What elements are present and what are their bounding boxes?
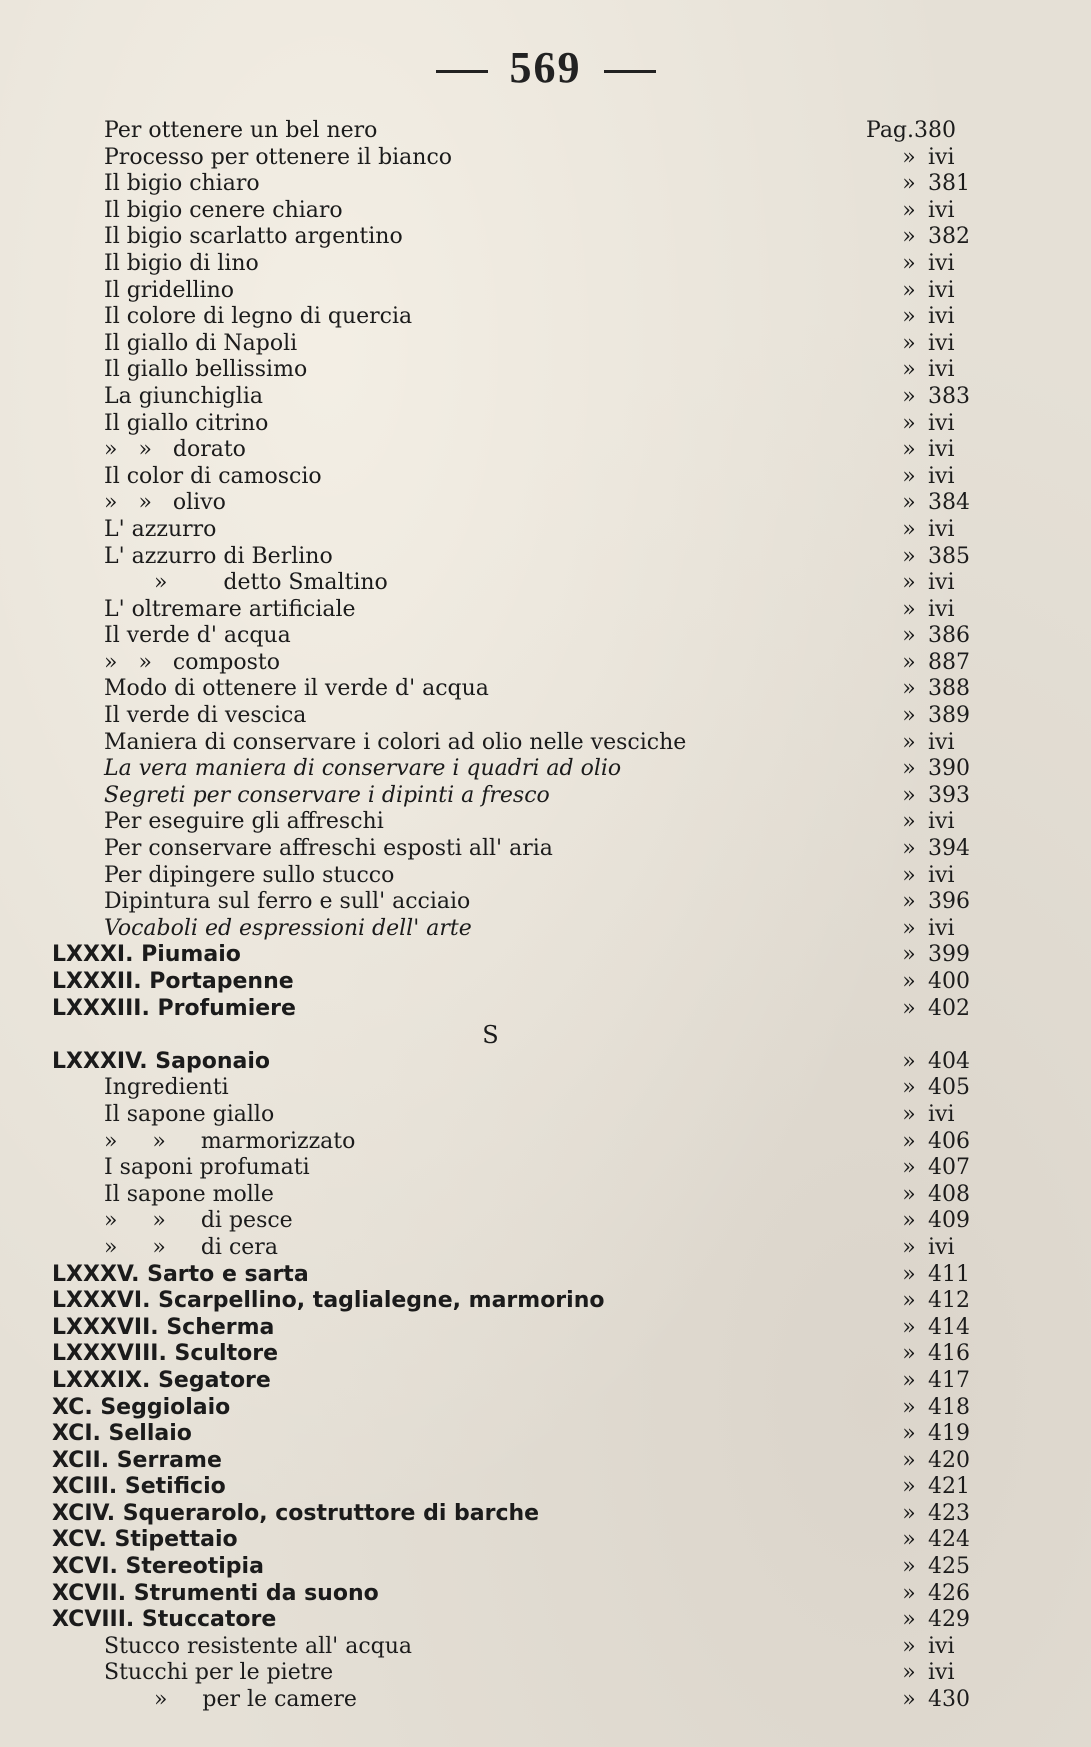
entry-title: Processo per ottenere il bianco: [104, 144, 453, 170]
ditto-mark: »: [902, 1234, 916, 1260]
entry-title: Per conservare affreschi esposti all' aria: [104, 836, 553, 862]
toc-entry: [0, 304, 1091, 331]
toc-chapter-entry: [0, 942, 1091, 969]
toc-chapter-entry: [0, 1474, 1091, 1501]
entry-page: ivi: [928, 250, 955, 276]
toc-entry: [0, 1660, 1091, 1687]
toc-entry: [0, 517, 1091, 544]
toc-entry: [0, 171, 1091, 198]
ditto-mark: »: [902, 543, 916, 569]
ditto-mark: »: [902, 1580, 916, 1606]
entry-page: 381: [928, 171, 970, 197]
toc-entry: [0, 889, 1091, 916]
entry-title: LXXXII. Portapenne: [52, 969, 294, 994]
ditto-mark: »: [902, 1208, 916, 1234]
entry-title: Dipintura sul ferro e sull' acciaio: [104, 889, 471, 915]
entry-title: S: [482, 1021, 499, 1050]
toc-entry: [0, 863, 1091, 890]
ditto-mark: »: [902, 809, 916, 835]
entry-page: ivi: [928, 410, 955, 436]
ditto-mark: »: [902, 1288, 916, 1314]
entry-title: LXXXIV. Saponaio: [52, 1048, 271, 1074]
entry-page: 411: [928, 1261, 970, 1287]
entry-title: LXXXVI. Scarpellino, taglialegne, marmorino: [52, 1288, 605, 1314]
entry-page: 394: [928, 836, 970, 862]
entry-page: 390: [928, 756, 970, 782]
entry-page: ivi: [928, 197, 955, 223]
ditto-mark: »: [902, 676, 916, 702]
toc-entry: [0, 278, 1091, 305]
ditto-mark: »: [902, 516, 916, 542]
entry-title: » per le camere: [154, 1687, 357, 1713]
entry-title: » » olivo: [104, 490, 226, 516]
entry-page: 419: [928, 1421, 970, 1447]
entry-page: 418: [928, 1394, 970, 1420]
ditto-mark: »: [902, 623, 916, 649]
toc-entry: [0, 1075, 1091, 1102]
ditto-mark: »: [902, 1128, 916, 1154]
entry-title: Il giallo di Napoli: [104, 330, 298, 356]
entry-page: 405: [928, 1075, 970, 1101]
toc-entry: [0, 145, 1091, 172]
entry-title: Per ottenere un bel nero: [104, 118, 378, 143]
entry-title: » detto Smaltino: [154, 570, 388, 596]
ditto-mark: »: [902, 596, 916, 622]
ditto-mark: »: [902, 1075, 916, 1101]
ditto-mark: »: [902, 969, 916, 994]
entry-title: I saponi profumati: [104, 1155, 310, 1181]
toc-entry: [0, 1208, 1091, 1235]
entry-page: 382: [928, 224, 970, 250]
entry-page: 388: [928, 676, 970, 702]
entry-title: L' azzurro: [104, 516, 217, 542]
toc-chapter-entry: [0, 1554, 1091, 1581]
page-number: 569: [509, 43, 582, 92]
ditto-mark: »: [902, 1660, 916, 1686]
entry-page: 423: [928, 1500, 970, 1526]
toc-entry: [0, 650, 1091, 677]
entry-page: 416: [928, 1341, 970, 1367]
toc-entry: [0, 251, 1091, 278]
ditto-mark: »: [902, 862, 916, 888]
ditto-mark: »: [902, 649, 916, 675]
ditto-mark: »: [902, 1101, 916, 1127]
ditto-mark: »: [902, 729, 916, 755]
ditto-mark: »: [902, 490, 916, 516]
toc-entry: [0, 411, 1091, 438]
entry-page: 421: [928, 1474, 970, 1500]
ditto-mark: »: [902, 889, 916, 915]
ditto-mark: »: [902, 224, 916, 250]
entry-title: LXXXIII. Profumiere: [52, 995, 296, 1021]
entry-title: » » marmorizzato: [104, 1128, 356, 1154]
entry-title: Stucchi per le pietre: [104, 1660, 334, 1686]
entry-title: L' azzurro di Berlino: [104, 543, 333, 569]
ditto-mark: »: [902, 756, 916, 782]
ditto-mark: »: [902, 1447, 916, 1473]
entry-page: 389: [928, 703, 970, 729]
entry-title: LXXXI. Piumaio: [52, 942, 241, 968]
entry-page: ivi: [928, 809, 955, 835]
entry-page: 384: [928, 490, 970, 516]
entry-title: Il verde d' acqua: [104, 623, 291, 649]
entry-title: Il bigio chiaro: [104, 171, 260, 197]
ditto-mark: »: [902, 703, 916, 729]
entry-title: Per dipingere sullo stucco: [104, 862, 395, 888]
toc-entry: [0, 198, 1091, 225]
entry-page: ivi: [928, 1234, 955, 1260]
entry-title: Il color di camoscio: [104, 463, 322, 489]
ditto-mark: »: [902, 1607, 916, 1633]
entry-page: 386: [928, 623, 970, 649]
entry-page: 385: [928, 543, 970, 569]
toc-chapter-entry: [0, 996, 1091, 1023]
entry-title: » » dorato: [104, 437, 246, 463]
entry-page: ivi: [928, 570, 955, 596]
ditto-mark: »: [902, 1048, 916, 1074]
entry-page: ivi: [928, 729, 955, 755]
ditto-mark: »: [902, 1474, 916, 1500]
entry-title: Il bigio di lino: [104, 250, 259, 276]
toc-entry: [0, 623, 1091, 650]
entry-title: Maniera di conservare i colori ad olio nelle vesciche: [104, 729, 687, 755]
toc-chapter-entry: [0, 1501, 1091, 1528]
entry-page: ivi: [928, 862, 955, 888]
entry-page: ivi: [928, 463, 955, 489]
entry-title: Il colore di legno di quercia: [104, 304, 413, 330]
toc-chapter-entry: [0, 1049, 1091, 1076]
toc-entry: [0, 597, 1091, 624]
entry-title: L' oltremare artificiale: [104, 596, 356, 622]
entry-title: LXXXV. Sarto e sarta: [52, 1261, 309, 1287]
entry-page: 400: [928, 969, 970, 994]
entry-title: La vera maniera di conservare i quadri ad olio: [104, 756, 622, 782]
toc-chapter-entry: [0, 1607, 1091, 1634]
toc-chapter-entry: [0, 1527, 1091, 1554]
entry-page: 407: [928, 1155, 970, 1181]
ditto-mark: »: [902, 915, 916, 941]
ditto-mark: »: [902, 250, 916, 276]
ditto-mark: »: [902, 330, 916, 356]
entry-page: 425: [928, 1554, 970, 1580]
entry-title: Modo di ottenere il verde d' acqua: [104, 676, 489, 702]
toc-entry: [0, 384, 1091, 411]
entry-title: Per eseguire gli affreschi: [104, 809, 384, 835]
header-dash-left: [436, 70, 488, 73]
toc-entry: [0, 783, 1091, 810]
entry-page: 406: [928, 1128, 970, 1154]
ditto-mark: »: [902, 1554, 916, 1580]
toc-entry: [0, 1235, 1091, 1262]
toc-entry: [0, 756, 1091, 783]
toc-entry: [0, 570, 1091, 597]
toc-section-letter: [0, 1022, 1091, 1049]
toc-entry: [0, 118, 1091, 145]
entry-title: XCIII. Setificio: [52, 1474, 226, 1500]
entry-page: 417: [928, 1367, 970, 1393]
ditto-mark: »: [902, 1527, 916, 1553]
toc-chapter-entry: [0, 1421, 1091, 1448]
entry-page: 408: [928, 1181, 970, 1207]
toc-chapter-entry: [0, 1262, 1091, 1289]
entry-page: 383: [928, 383, 970, 409]
ditto-mark: »: [902, 570, 916, 596]
ditto-mark: »: [902, 144, 916, 170]
entry-title: Stucco resistente all' acqua: [104, 1633, 413, 1659]
toc-chapter-entry: [0, 1581, 1091, 1608]
ditto-mark: »: [902, 1687, 916, 1713]
entry-page: 402: [928, 995, 970, 1021]
ditto-mark: »: [902, 357, 916, 383]
entry-title: Il sapone giallo: [104, 1101, 275, 1127]
entry-title: XCVI. Stereotipia: [52, 1554, 264, 1580]
entry-page: ivi: [928, 915, 955, 941]
ditto-mark: »: [902, 782, 916, 808]
ditto-mark: »: [902, 383, 916, 409]
entry-title: XC. Seggiolaio: [52, 1394, 231, 1420]
entry-page: Pag.380: [866, 118, 956, 143]
toc-entry: [0, 357, 1091, 384]
toc-entry: [0, 730, 1091, 757]
entry-page: ivi: [928, 516, 955, 542]
toc-entry: [0, 809, 1091, 836]
toc-entry: [0, 437, 1091, 464]
ditto-mark: »: [902, 304, 916, 330]
entry-page: 429: [928, 1607, 970, 1633]
toc-entry: [0, 703, 1091, 730]
toc-entry: [0, 224, 1091, 251]
ditto-mark: »: [902, 277, 916, 303]
toc-entry: [0, 1687, 1091, 1714]
toc-entry: [0, 1155, 1091, 1182]
entry-page: ivi: [928, 1101, 955, 1127]
entry-page: 424: [928, 1527, 970, 1553]
page-header: [0, 42, 1091, 93]
toc-entry: [0, 490, 1091, 517]
ditto-mark: »: [902, 1394, 916, 1420]
entry-title: Il sapone molle: [104, 1181, 274, 1207]
entry-title: XCI. Sellaio: [52, 1421, 192, 1447]
entry-title: XCIV. Squerarolo, costruttore di barche: [52, 1500, 540, 1526]
ditto-mark: »: [902, 942, 916, 968]
entry-page: 396: [928, 889, 970, 915]
ditto-mark: »: [902, 1367, 916, 1393]
toc-entry: [0, 676, 1091, 703]
entry-title: XCVII. Strumenti da suono: [52, 1580, 379, 1606]
entry-title: » » composto: [104, 649, 281, 675]
header-dash-right: [604, 70, 656, 73]
entry-page: 426: [928, 1580, 970, 1606]
entry-page: ivi: [928, 437, 955, 463]
entry-title: Il bigio cenere chiaro: [104, 197, 343, 223]
toc-chapter-entry: [0, 969, 1091, 996]
toc-entry: [0, 544, 1091, 571]
toc-chapter-entry: [0, 1368, 1091, 1395]
ditto-mark: »: [902, 836, 916, 862]
entry-page: 414: [928, 1314, 970, 1340]
entry-title: Segreti per conservare i dipinti a fresco: [104, 782, 550, 808]
entry-page: ivi: [928, 596, 955, 622]
ditto-mark: »: [902, 1633, 916, 1659]
ditto-mark: »: [902, 171, 916, 197]
ditto-mark: »: [902, 1341, 916, 1367]
ditto-mark: »: [902, 1155, 916, 1181]
toc-entry: [0, 1102, 1091, 1129]
toc-entry: [0, 1634, 1091, 1661]
entry-title: Il giallo citrino: [104, 410, 269, 436]
entry-title: XCVIII. Stuccatore: [52, 1607, 277, 1633]
toc-chapter-entry: [0, 1315, 1091, 1342]
entry-title: LXXXVII. Scherma: [52, 1314, 275, 1340]
entry-page: 887: [928, 649, 970, 675]
ditto-mark: »: [902, 437, 916, 463]
toc-entry: [0, 331, 1091, 358]
toc-chapter-entry: [0, 1448, 1091, 1475]
ditto-mark: »: [902, 1314, 916, 1340]
ditto-mark: »: [902, 1500, 916, 1526]
entry-page: ivi: [928, 1633, 955, 1659]
entry-page: 393: [928, 782, 970, 808]
entry-title: XCII. Serrame: [52, 1447, 222, 1473]
toc-entry: [0, 836, 1091, 863]
entry-title: » » di pesce: [104, 1208, 293, 1234]
entry-title: LXXXIX. Segatore: [52, 1367, 271, 1393]
toc-entry: [0, 464, 1091, 491]
entry-page: 430: [928, 1687, 970, 1713]
entry-page: ivi: [928, 1660, 955, 1686]
entry-title: Ingredienti: [104, 1075, 229, 1101]
table-of-contents: [0, 118, 1091, 1714]
ditto-mark: »: [902, 1261, 916, 1287]
ditto-mark: »: [902, 463, 916, 489]
entry-title: La giunchiglia: [104, 383, 263, 409]
toc-entry: [0, 916, 1091, 943]
toc-entry: [0, 1182, 1091, 1209]
ditto-mark: »: [902, 1421, 916, 1447]
ditto-mark: »: [902, 197, 916, 223]
entry-page: ivi: [928, 330, 955, 356]
entry-page: ivi: [928, 144, 955, 170]
toc-chapter-entry: [0, 1341, 1091, 1368]
entry-page: 399: [928, 942, 970, 968]
toc-chapter-entry: [0, 1395, 1091, 1422]
ditto-mark: »: [902, 995, 916, 1021]
entry-page: 412: [928, 1288, 970, 1314]
entry-title: Il gridellino: [104, 277, 234, 303]
ditto-mark: »: [902, 410, 916, 436]
entry-title: Vocaboli ed espressioni dell' arte: [104, 915, 472, 941]
entry-page: ivi: [928, 304, 955, 330]
entry-page: ivi: [928, 277, 955, 303]
entry-title: LXXXVIII. Scultore: [52, 1341, 278, 1367]
entry-title: Il bigio scarlatto argentino: [104, 224, 403, 250]
entry-title: XCV. Stipettaio: [52, 1527, 238, 1553]
entry-page: 404: [928, 1048, 970, 1074]
toc-entry: [0, 1129, 1091, 1156]
toc-chapter-entry: [0, 1288, 1091, 1315]
entry-title: » » di cera: [104, 1234, 278, 1260]
entry-title: Il verde di vescica: [104, 703, 307, 729]
entry-page: ivi: [928, 357, 955, 383]
entry-page: 420: [928, 1447, 970, 1473]
ditto-mark: »: [902, 1181, 916, 1207]
entry-page: 409: [928, 1208, 970, 1234]
entry-title: Il giallo bellissimo: [104, 357, 308, 383]
